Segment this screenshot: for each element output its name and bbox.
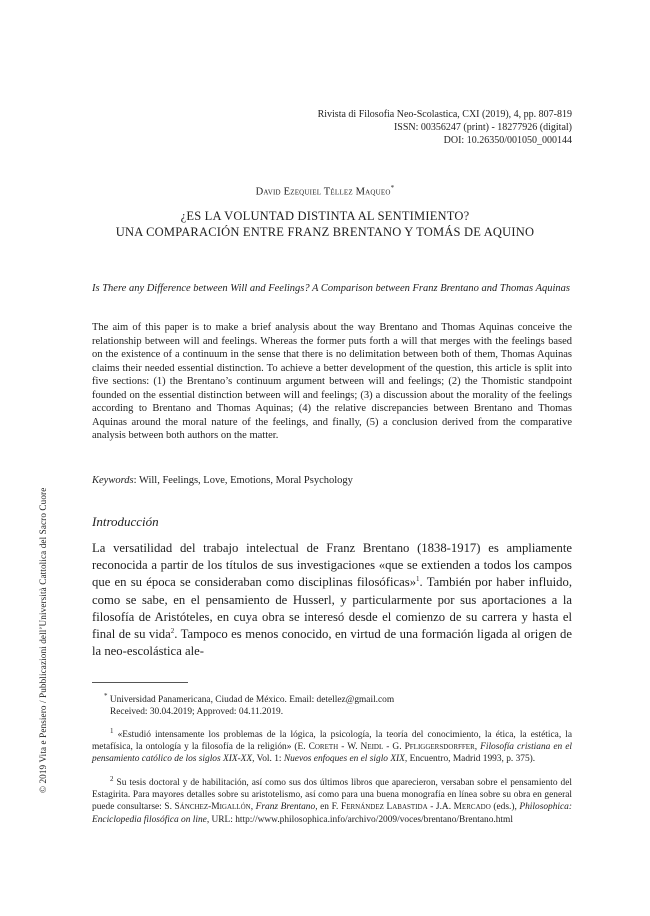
footnote-affiliation: Universidad Panamericana, Ciudad de México. Email: detellez@gmail.com [109, 695, 395, 705]
english-title: Is There any Difference between Will and Feelings? A Comparison between Franz Brentano and Thomas Aquinas [92, 283, 570, 294]
body-paragraph [92, 540, 572, 660]
footnote-2 [92, 774, 573, 826]
footnote-1-book: Filosofía cristiana en el pensamiento católico de los siglos XIX-XX [92, 742, 572, 765]
footnote-2-author: S. Sánchez-Migallón [164, 802, 251, 813]
footnote-2-sep3: (eds.), [490, 802, 520, 813]
footnote-2-text: Su tesis doctoral y de habilitación, así como sus dos últimos libros que aparecieron, versaban sobre el pensamiento del Estagirita. Para mayores detalles sobre su aristotelismo, así como para una buena monografía en línea sobre su obra en general puede consultarse: [92, 778, 573, 813]
footnote-2-work2: Philosophica: Enciclopedia filosófica on line [92, 802, 572, 825]
journal-citation: Rivista di Filosofia Neo-Scolastica, CXI (2019), 4, pp. 807-819 [317, 109, 572, 120]
footnote-2-editors: F. Fernández Labastida - J.A. Mercado [331, 802, 491, 813]
footnote-1-vol: , Vol. 1: [252, 754, 284, 765]
section-title: Introducción [92, 514, 159, 529]
footnote-2-sep2: , en [315, 802, 332, 813]
footnote-1-sep: , [474, 742, 481, 753]
author-footnote-mark[interactable]: * [390, 184, 395, 192]
title-line-1: ¿ES LA VOLUNTAD DISTINTA AL SENTIMIENTO? [180, 209, 470, 223]
copyright-text: © 2019 Vita e Pensiero / Pubblicazioni dell’Università Cattolica del Sacro Cuore [38, 487, 48, 793]
title-line-2: UNA COMPARACIÓN ENTRE FRANZ BRENTANO Y TOMÁS DE AQUINO [115, 225, 535, 239]
body-text-part-2: . También por haber influido, como se sabe, en el pensamiento de Husserl, y particularmente por sus aportaciones a la filosofía de Aristóteles, en cuya obra se interesó desde el comienzo de su carrera y hasta el final de su vida [92, 575, 572, 642]
footnote-1-mark: 1 [110, 726, 114, 735]
footnote-author-mark: * [104, 691, 108, 700]
body-text-part-1: La versatilidad del trabajo intelectual de Franz Brentano (1838-1917) es ampliamente reconocida a partir de los títulos de sus investigaciones «que se extienden a todos los campos que en su época se consideraban como disciplinas filosóficas» [92, 541, 572, 590]
footnote-author [92, 691, 572, 718]
footnote-1-publisher: , Encuentro, Madrid 1993, p. 375). [404, 754, 536, 765]
keywords-label: Keywords [92, 475, 134, 486]
footnote-2-work1: Franz Brentano [255, 802, 316, 813]
author-name: David Ezequiel Téllez Maqueo [255, 186, 391, 198]
footnote-ref-1[interactable]: 1 [416, 575, 420, 584]
footnote-ref-2[interactable]: 2 [170, 626, 175, 635]
footnote-1-text: «Estudió intensamente los problemas de la lógica, la psicología, la teoría del conocimiento, la ética, la estética, la metafísica, la ontología y la filosofía de la religión» ( [92, 730, 573, 753]
abstract: The aim of this paper is to make a brief analysis about the way Brentano and Thomas Aquinas conceive the relationship between will and feelings. Whereas the former puts forth a will that merges with the feelings based on the existence of a continuum in the sense that there is no delimitation between both of them, Thomas Aquinas claims their needed essential distinction. To achieve a better development of the question, this article is split into five sections: (1) the Brentano’s continuum argument between will and feelings; (2) the Thomistic standpoint founded on the essential distinction between will and feelings; (3) a discussion about the morality of the feelings according to Brentano and Thomas Aquinas; (4) the relative discrepancies between Brentano and Thomas Aquinas around the moral nature of the feelings, and finally, (5) a conclusion derived from the comparative analysis between both authors on the matter. [92, 322, 572, 442]
journal-issn: ISSN: 00356247 (print) - 18277926 (digital) [393, 122, 572, 133]
keywords-values: : Will, Feelings, Love, Emotions, Moral Psychology [133, 475, 353, 486]
keywords [92, 474, 572, 488]
footnote-divider [92, 682, 188, 683]
footnote-2-sep1: , [250, 802, 256, 813]
footnote-2-mark: 2 [110, 774, 114, 783]
footnote-2-url[interactable]: , URL: http://www.philosophica.info/archivo/2009/voces/brentano/Brentano.html [206, 814, 513, 825]
journal-doi: DOI: 10.26350/001050_000144 [443, 135, 572, 146]
journal-info [318, 108, 572, 147]
footnote-1 [92, 726, 573, 766]
body-text-part-3: . Tampoco es menos conocido, en virtud de una formación ligada al origen de la neo-escolástica ale- [92, 627, 572, 659]
article-title [0, 208, 650, 240]
footnote-1-subtitle: Nuevos enfoques en el siglo XIX [283, 754, 405, 765]
author-line [0, 184, 650, 198]
footnote-1-authors: E. Coreth - W. Neidl - G. Pfliggersdorffer [297, 742, 475, 753]
footnote-dates: Received: 30.04.2019; Approved: 04.11.2019. [110, 707, 284, 718]
